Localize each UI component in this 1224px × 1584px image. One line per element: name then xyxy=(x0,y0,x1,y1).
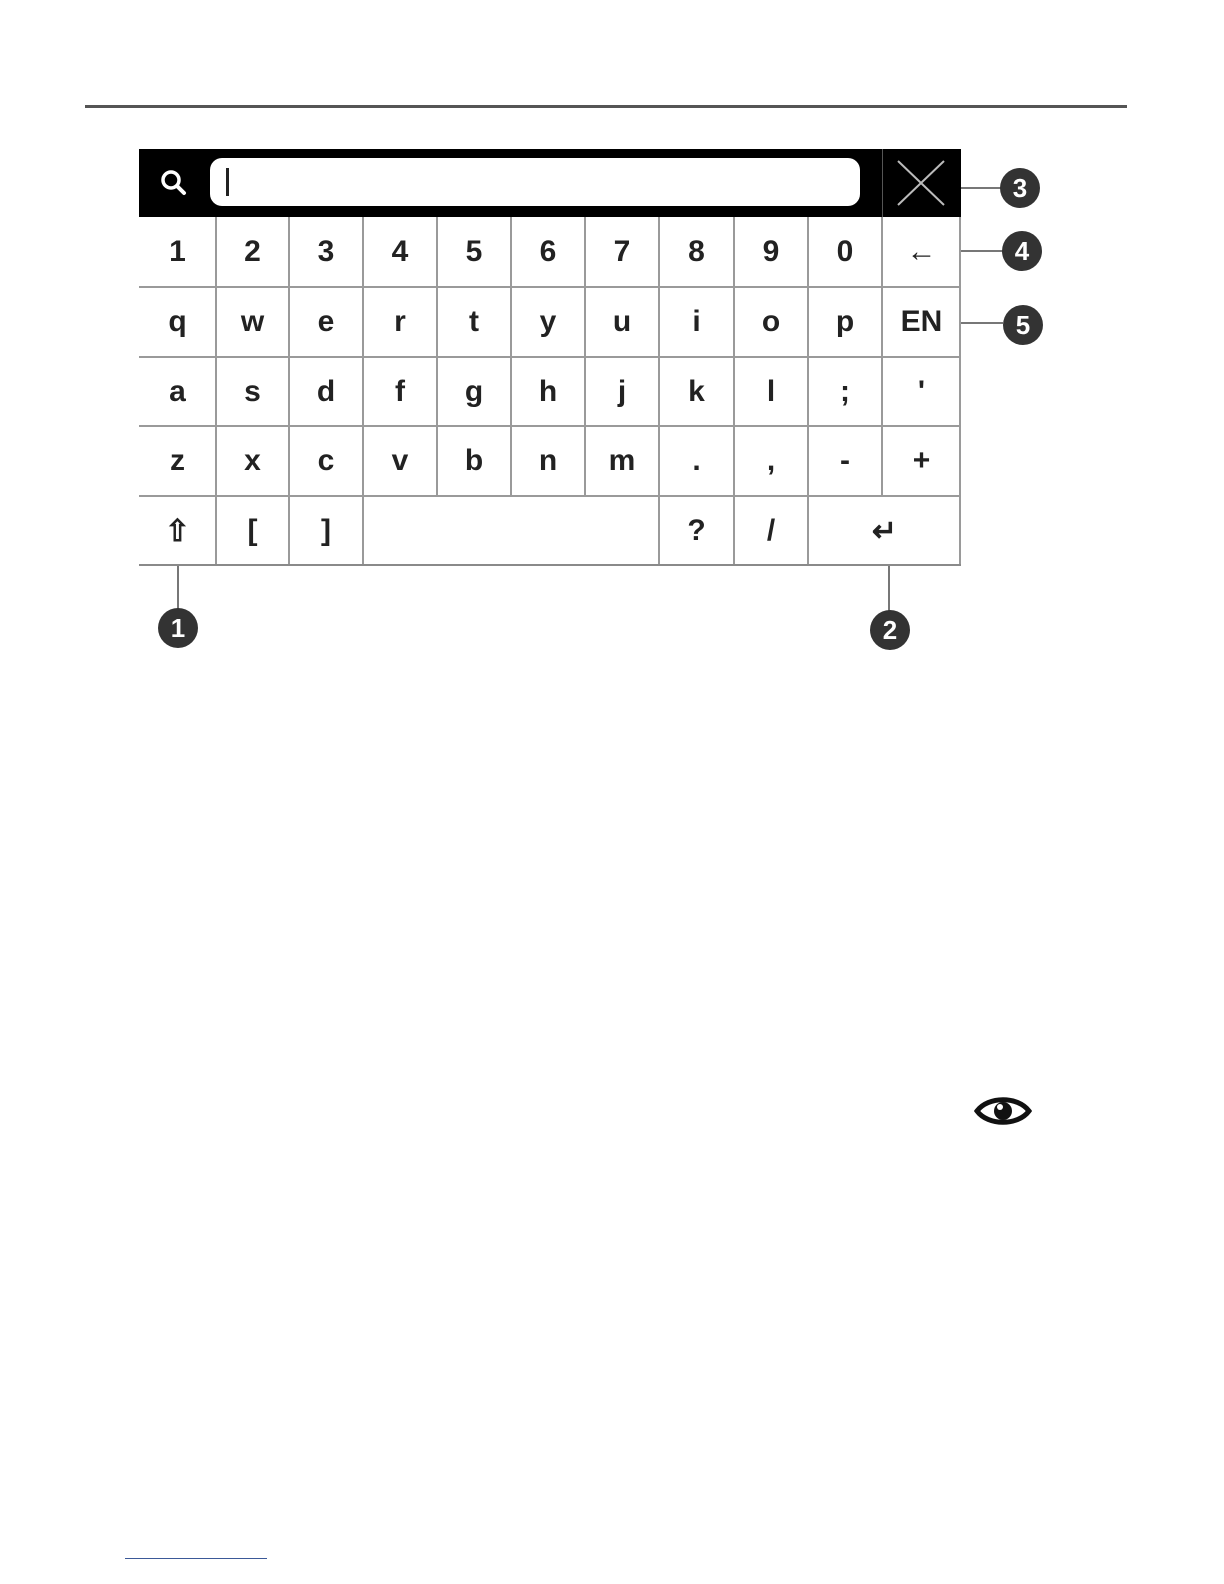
key-e-label: e xyxy=(317,305,335,338)
key-0-label: 0 xyxy=(836,235,854,268)
callout-badge-shift: 1 xyxy=(158,608,198,648)
key-l-label: l xyxy=(766,374,776,408)
key-m[interactable] xyxy=(585,426,659,496)
key-u[interactable] xyxy=(585,287,659,357)
language-key-label: EN xyxy=(900,305,943,338)
key-p[interactable] xyxy=(808,287,882,357)
key-a-label: a xyxy=(169,374,186,408)
key-question-label: ? xyxy=(687,514,706,547)
shift-key[interactable] xyxy=(139,496,216,566)
key-u-label: u xyxy=(612,305,632,338)
row-divider xyxy=(139,356,961,358)
key-3-label: 3 xyxy=(317,235,335,268)
backspace-key[interactable] xyxy=(882,217,961,287)
key-t[interactable] xyxy=(437,287,511,357)
key-b-label: b xyxy=(464,444,484,477)
key-h[interactable] xyxy=(511,357,585,426)
callout-line-enter xyxy=(888,566,890,612)
key-8-label: 8 xyxy=(688,235,705,268)
column-divider xyxy=(436,217,438,496)
search-icon[interactable] xyxy=(159,168,189,198)
key-minus[interactable] xyxy=(808,426,882,496)
key-4[interactable] xyxy=(363,217,437,287)
key-q-label: q xyxy=(168,305,187,338)
close-button[interactable] xyxy=(883,149,961,217)
key-open-bracket[interactable] xyxy=(216,496,289,566)
key-minus-label: - xyxy=(840,444,850,477)
header-rule xyxy=(85,105,1127,108)
key-d-label: d xyxy=(316,374,336,408)
shift-arrow-icon: ⇧ xyxy=(164,514,191,548)
space-key[interactable] xyxy=(363,496,659,566)
column-divider xyxy=(658,496,660,566)
key-x-label: x xyxy=(244,444,261,477)
key-c-label: c xyxy=(317,444,335,477)
key-z-label: z xyxy=(170,444,185,477)
key-period[interactable] xyxy=(659,426,734,496)
key-z[interactable] xyxy=(139,426,216,496)
key-p-label: p xyxy=(835,305,855,338)
column-divider xyxy=(881,217,883,496)
key-plus-label: + xyxy=(912,444,931,477)
key-i[interactable] xyxy=(659,287,734,357)
key-t-label: t xyxy=(469,305,479,338)
key-s-label: s xyxy=(244,374,261,408)
key-close-bracket-label: ] xyxy=(321,514,331,547)
column-divider xyxy=(658,217,660,496)
column-divider xyxy=(362,496,364,566)
row-divider xyxy=(139,495,961,497)
callout-line-shift xyxy=(177,566,179,610)
column-divider xyxy=(362,217,364,496)
key-k-label: k xyxy=(688,374,705,408)
column-divider xyxy=(807,217,809,496)
key-close-bracket[interactable] xyxy=(289,496,363,566)
key-3[interactable] xyxy=(289,217,363,287)
key-i-label: i xyxy=(692,305,701,338)
enter-arrow-icon: ↵ xyxy=(871,514,898,548)
key-g[interactable] xyxy=(437,357,511,426)
key-apostrophe[interactable] xyxy=(882,357,961,426)
key-question[interactable] xyxy=(659,496,734,566)
column-divider xyxy=(288,496,290,566)
key-7[interactable] xyxy=(585,217,659,287)
key-w-label: w xyxy=(240,305,265,338)
key-grid xyxy=(139,217,961,566)
key-1[interactable] xyxy=(139,217,216,287)
key-5-label: 5 xyxy=(465,235,483,268)
key-comma[interactable] xyxy=(734,426,808,496)
key-x[interactable] xyxy=(216,426,289,496)
search-input[interactable] xyxy=(210,158,860,206)
key-y-label: y xyxy=(539,305,557,338)
key-o-label: o xyxy=(761,305,781,338)
key-9-label: 9 xyxy=(762,235,780,268)
callout-badge-close: 3 xyxy=(1000,168,1040,208)
key-f[interactable] xyxy=(363,357,437,426)
on-screen-keyboard xyxy=(139,149,961,566)
key-7-label: 7 xyxy=(613,235,631,268)
key-0[interactable] xyxy=(808,217,882,287)
key-d[interactable] xyxy=(289,357,363,426)
search-bar xyxy=(139,149,961,217)
key-o[interactable] xyxy=(734,287,808,357)
callout-badge-language: 5 xyxy=(1003,305,1043,345)
column-divider xyxy=(733,496,735,566)
callout-line-language xyxy=(961,322,1003,324)
key-c[interactable] xyxy=(289,426,363,496)
key-semicolon[interactable] xyxy=(808,357,882,426)
column-divider xyxy=(215,217,217,496)
callout-badge-backspace: 4 xyxy=(1002,231,1042,271)
key-r[interactable] xyxy=(363,287,437,357)
language-key[interactable] xyxy=(882,287,961,357)
key-plus[interactable] xyxy=(882,426,961,496)
key-n[interactable] xyxy=(511,426,585,496)
column-divider xyxy=(215,496,217,566)
key-f-label: f xyxy=(395,374,405,408)
backspace-arrow-icon: ← xyxy=(906,235,937,268)
key-6-label: 6 xyxy=(539,235,557,268)
key-period-label: . xyxy=(692,444,701,477)
key-4-label: 4 xyxy=(391,235,409,268)
key-y[interactable] xyxy=(511,287,585,357)
close-icon xyxy=(896,160,946,206)
key-v-label: v xyxy=(391,444,409,477)
enter-key[interactable] xyxy=(808,496,961,566)
key-l[interactable] xyxy=(734,357,808,426)
key-9[interactable] xyxy=(734,217,808,287)
key-slash-label: / xyxy=(766,514,776,547)
key-w[interactable] xyxy=(216,287,289,357)
eye-icon xyxy=(974,1092,1032,1135)
callout-badge-enter: 2 xyxy=(870,610,910,650)
key-v[interactable] xyxy=(363,426,437,496)
key-s[interactable] xyxy=(216,357,289,426)
keyboard-right-edge xyxy=(959,217,961,566)
key-j[interactable] xyxy=(585,357,659,426)
key-open-bracket-label: [ xyxy=(247,514,258,547)
key-h-label: h xyxy=(538,374,558,408)
key-g-label: g xyxy=(464,374,484,408)
column-divider xyxy=(288,217,290,496)
key-6[interactable] xyxy=(511,217,585,287)
key-slash[interactable] xyxy=(734,496,808,566)
key-e[interactable] xyxy=(289,287,363,357)
column-divider xyxy=(807,496,809,566)
column-divider xyxy=(510,217,512,496)
key-k[interactable] xyxy=(659,357,734,426)
key-5[interactable] xyxy=(437,217,511,287)
text-caret xyxy=(226,168,229,196)
key-comma-label: , xyxy=(766,444,776,477)
row-divider xyxy=(139,286,961,288)
key-semicolon-label: ; xyxy=(840,374,850,408)
keyboard-bottom-edge xyxy=(139,564,961,566)
row-divider xyxy=(139,425,961,427)
key-b[interactable] xyxy=(437,426,511,496)
key-a[interactable] xyxy=(139,357,216,426)
key-j-label: j xyxy=(617,374,627,408)
key-2-label: 2 xyxy=(244,235,261,268)
callout-line-backspace xyxy=(961,250,1003,252)
key-n-label: n xyxy=(538,444,558,477)
key-apostrophe-label: ' xyxy=(917,374,926,408)
footnote-rule xyxy=(125,1558,267,1559)
key-m-label: m xyxy=(608,444,636,477)
key-2[interactable] xyxy=(216,217,289,287)
key-8[interactable] xyxy=(659,217,734,287)
key-q[interactable] xyxy=(139,287,216,357)
callout-line-close xyxy=(961,187,1003,189)
key-r-label: r xyxy=(394,305,406,338)
column-divider xyxy=(733,217,735,496)
key-1-label: 1 xyxy=(169,235,186,268)
column-divider xyxy=(584,217,586,496)
